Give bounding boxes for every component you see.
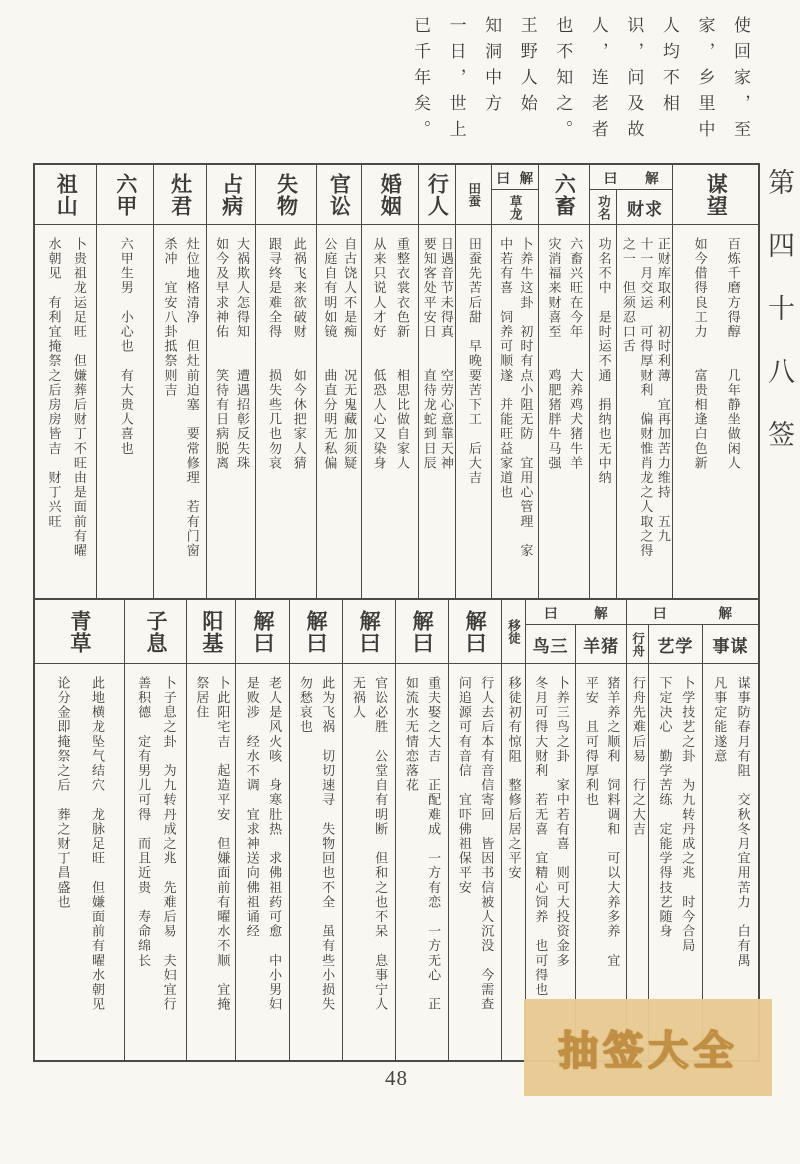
column-header: 六畜: [539, 165, 589, 225]
fortune-table-bottom: [33, 600, 760, 1062]
intro-column: 人均不相: [659, 16, 679, 120]
column-group: [361, 165, 418, 598]
group-header-char: 曰: [603, 171, 618, 186]
column-body: [343, 664, 395, 1060]
group-header-jieyue: [627, 600, 758, 625]
group-columns: [456, 165, 491, 598]
column-group: [395, 600, 448, 1060]
group-columns: [627, 625, 758, 1060]
text-line: 官讼必胜 公堂自有明断 但和之也不呆 息事宁人: [373, 676, 389, 1012]
column-header: 官讼: [317, 165, 361, 225]
column-header: 解曰: [343, 600, 395, 664]
table-column-解曰: [236, 600, 288, 1060]
column-body: [590, 225, 617, 598]
column-group: [589, 165, 673, 598]
group-header-char: 曰: [496, 171, 511, 186]
text-line: 卜学技艺之卦 为九转丹成之兆 时今合局: [680, 676, 696, 954]
text-line: 重夫娶之大吉 正配难成 一方有恋 一方无心 正: [426, 676, 442, 1012]
text-line: 百炼千磨方得醇 几年静坐做闲人: [725, 237, 741, 471]
text-line: 冬月可得大财利 若无喜 宜精心饲养 也可得也: [533, 676, 549, 998]
table-column-事谋: [702, 625, 758, 1060]
table-column-六甲: [97, 165, 153, 598]
text-line: 要知客处平安日 直待龙蛇到日辰: [421, 237, 437, 471]
table-column-行人: [419, 165, 456, 598]
fortune-tables: [33, 163, 760, 1062]
column-body: [617, 225, 672, 598]
column-group: [538, 165, 589, 598]
column-header: 阳基: [187, 600, 235, 664]
table-column-谋望: [673, 165, 758, 598]
column-group: [491, 165, 538, 598]
group-header-char: 解: [718, 606, 732, 621]
text-line: 公庭自有明如镜 曲直分明无私偏: [322, 237, 338, 471]
column-header: 财求: [617, 190, 672, 225]
group-header-char: 曰: [544, 606, 558, 621]
column-body: [492, 225, 538, 598]
intro-text: [411, 16, 750, 162]
group-header-char: 曰: [652, 606, 667, 621]
text-line: 行舟先难后易 行之大吉: [630, 676, 646, 837]
column-group: [342, 600, 395, 1060]
group-columns: [419, 165, 456, 598]
group-columns: [590, 190, 673, 598]
column-header: 草龙: [492, 190, 538, 225]
page-number: 48: [385, 1066, 408, 1090]
column-group: [455, 165, 491, 598]
text-line: 灶位地格清净 但灶前迫塞 要常修理 若有门窗: [184, 237, 200, 559]
group-columns: [539, 165, 589, 598]
group-columns: [362, 165, 418, 598]
column-group: [418, 165, 456, 598]
table-column-占病: [207, 165, 255, 598]
text-line: 此祸飞来欲破财 如今休把家人猜: [291, 237, 307, 471]
group-header-jieyue: [590, 165, 673, 190]
intro-column: 识，问及故: [624, 16, 644, 146]
column-header: 功名: [590, 190, 617, 225]
text-line: 大祸欺人怎得知 遭遇招彰反失珠: [235, 237, 251, 471]
fortune-table-top: [33, 163, 760, 600]
column-body: [456, 225, 491, 598]
intro-column: 家，乡里中: [695, 16, 715, 146]
column-group: [235, 600, 288, 1060]
column-group: [35, 600, 124, 1060]
group-columns: [97, 165, 153, 598]
table-column-婚姻: [362, 165, 418, 598]
group-columns: [256, 165, 316, 598]
column-header: 谋望: [673, 165, 758, 225]
text-line: 卜养三鸟之卦 家中若有喜 则可大投资金多: [554, 676, 570, 968]
column-header: 青草: [35, 600, 124, 664]
text-line: 如今借得良工力 富贵相逢白色新: [692, 237, 708, 471]
column-group: [255, 165, 316, 598]
table-column-财求: [616, 190, 672, 598]
group-header-char: 解: [519, 171, 534, 186]
column-body: [35, 664, 124, 1060]
column-body: [256, 225, 316, 598]
text-line: 祭居住: [194, 676, 210, 720]
group-columns: [396, 600, 448, 1060]
table-column-解曰: [449, 600, 501, 1060]
column-body: [396, 664, 448, 1060]
text-line: 跟寻终是难全得 损失些几也勿哀: [266, 237, 282, 471]
column-header: 解曰: [396, 600, 448, 664]
column-group: [96, 165, 153, 598]
column-header: 事谋: [703, 625, 758, 664]
watermark: [524, 999, 772, 1096]
column-header: 灶君: [154, 165, 206, 225]
group-columns: [290, 600, 342, 1060]
text-line: 平安 且可得厚利也: [583, 676, 599, 808]
table-column-青草: [35, 600, 124, 1060]
column-header: 占病: [207, 165, 255, 225]
text-line: 六畜兴旺在今年 大养鸡犬猪牛羊: [568, 237, 584, 471]
text-line: 中若有喜 饲养可顺遂 并能旺益家道也: [498, 237, 514, 500]
intro-column: 人，连老者: [588, 16, 608, 146]
column-header: 行人: [419, 165, 456, 225]
group-columns: [449, 600, 501, 1060]
column-header: 羊猪: [576, 625, 626, 664]
column-group: [124, 600, 187, 1060]
intro-column: 已千年矣。: [411, 16, 431, 146]
intro-column: 也不知之。: [553, 16, 573, 146]
column-body: [362, 225, 418, 598]
intro-column: 一日，世上: [446, 16, 466, 146]
column-group: [626, 600, 758, 1060]
text-line: 善积德 定有男儿可得 而且近贵 寿命绵长: [136, 676, 152, 968]
text-line: 问追源可有音信 宜吓佛祖保平安: [456, 676, 472, 895]
column-body: [449, 664, 501, 1060]
column-body: [290, 664, 342, 1060]
text-line: 此地横龙坠气结穴 龙脉足旺 但嫌面前有曜水朝见: [90, 676, 105, 1012]
text-line: 论分金即掩祭之后 葬之财丁昌盛也: [55, 676, 71, 910]
table-column-失物: [256, 165, 316, 598]
column-group: [501, 600, 525, 1060]
text-line: 是败涉 经水不调 宜求神送向佛祖诵经: [244, 676, 260, 939]
text-line: 从来只说人才好 低恐人心又染身: [371, 237, 387, 471]
text-line: 卜此阳宅吉 起造平安 但嫌面前有曜水不顺 宜掩: [215, 676, 231, 1012]
column-body: [154, 225, 206, 598]
column-group: [35, 165, 96, 598]
text-line: 无祸人: [350, 676, 366, 720]
column-header: 六甲: [97, 165, 153, 225]
group-columns: [317, 165, 361, 598]
text-line: 水朝见 有利宜掩祭之后房房皆吉 财丁兴旺: [46, 237, 62, 529]
group-columns: [343, 600, 395, 1060]
group-header-jieyue: [492, 165, 538, 190]
group-columns: [154, 165, 206, 598]
table-column-六畜: [539, 165, 589, 598]
column-header: 祖山: [35, 165, 96, 225]
column-group: [153, 165, 206, 598]
text-line: 六甲生男 小心也 有大贵人喜也: [118, 237, 134, 456]
text-line: 此为飞祸 切切速寻 失物回也不全 虽有些小损失: [320, 676, 336, 1012]
column-body: [35, 225, 96, 598]
intro-column: 知洞中方: [482, 16, 502, 120]
text-line: 凡事定能遂意: [712, 676, 728, 764]
text-line: 猪羊养之顺利 饲料调和 可以大养多养 宜: [605, 676, 621, 968]
column-group: [525, 600, 626, 1060]
column-body: [125, 664, 187, 1060]
text-line: 卜贵祖龙运足旺 但嫌葬后财丁不旺由是面前有曜: [71, 237, 87, 559]
text-line: 卜子息之卦 为九转丹成之兆 先难后易 夫妇宜行: [161, 676, 177, 1012]
text-line: 日遇音节未得真 空劳心意靠天神: [438, 237, 454, 471]
text-line: 如今及早求神佑 笑待有日病脱离: [214, 237, 230, 471]
group-columns: [526, 625, 626, 1060]
intro-column: 王野人始: [517, 16, 537, 120]
text-line: 杀冲 宜安八卦抵祭则吉: [162, 237, 178, 398]
group-columns: [673, 165, 758, 598]
text-line: 灾消福来财喜至 鸡肥猪胖牛马强: [546, 237, 562, 471]
text-line: 移徒初有惊阻 整修后居之平安: [506, 676, 522, 881]
column-header: 子息: [125, 600, 187, 664]
text-line: 行人去后本有音信寄回 皆因书信被人沉没 今需查: [479, 676, 495, 1012]
column-group: [206, 165, 255, 598]
column-header: 艺学: [649, 625, 702, 664]
group-header-jieyue: [526, 600, 626, 625]
table-column-阳基: [187, 600, 235, 1060]
column-body: [97, 225, 153, 598]
column-body: [419, 225, 456, 598]
table-column-灶君: [154, 165, 206, 598]
text-line: 功名不中 是时运不通 捐纳也无中纳: [596, 237, 612, 486]
table-column-羊猪: [575, 625, 626, 1060]
group-columns: [187, 600, 235, 1060]
text-line: 重整衣裳衣色新 相思比做自家人: [394, 237, 410, 471]
table-column-鸟三: [526, 625, 576, 1060]
column-header: 婚姻: [362, 165, 418, 225]
column-header: 解曰: [449, 600, 501, 664]
column-header: 解曰: [236, 600, 288, 664]
column-body: [539, 225, 589, 598]
column-group: [289, 600, 342, 1060]
text-line: 谋事防春月有阻 交秋冬月宜用苦力 白有禺: [735, 676, 751, 968]
table-column-子息: [125, 600, 187, 1060]
group-header-char: 解: [594, 606, 608, 621]
text-line: 十一月交运 可得厚财利 偏财惟肖龙之人取之得: [638, 237, 654, 559]
column-body: [207, 225, 255, 598]
text-line: 卜养牛这卦 初时有点小阻无防 宜用心管理 家: [518, 237, 534, 559]
text-line: 老人是风火咳 身寒肚热 求佛祖药可愈 中小男妇: [267, 676, 283, 1012]
column-header: 田蚕: [456, 165, 491, 225]
intro-column: 使回家，至: [731, 16, 750, 146]
table-column-移徒: [502, 600, 525, 1060]
page-title: 第四十八签: [764, 168, 794, 483]
group-columns: [125, 600, 187, 1060]
column-group: [672, 165, 758, 598]
column-body: [502, 664, 525, 1060]
column-group: [316, 165, 361, 598]
column-header: 鸟三: [526, 625, 576, 664]
text-line: 田蚕先苦后甜 早晚要苦下工 后大吉: [466, 237, 482, 486]
group-columns: [35, 165, 96, 598]
group-columns: [207, 165, 255, 598]
column-body: [317, 225, 361, 598]
column-body: [673, 225, 758, 598]
table-column-草龙: [492, 190, 538, 598]
column-header: 移徒: [502, 600, 525, 664]
table-column-祖山: [35, 165, 96, 598]
text-line: 如流水无情恋落花: [403, 676, 419, 793]
watermark-label: 抽签大全: [558, 1028, 738, 1073]
group-columns: [236, 600, 288, 1060]
column-header: 行舟: [627, 625, 648, 664]
text-line: 正财库取利 初时利薄 宜再加苦力维持 五九: [655, 237, 671, 544]
table-column-艺学: [648, 625, 702, 1060]
group-columns: [502, 600, 525, 1060]
column-body: [236, 664, 288, 1060]
table-column-田蚕: [456, 165, 491, 598]
text-line: 自古饶人不是痴 况无鬼藏加须疑: [342, 237, 358, 471]
column-body: [187, 664, 235, 1060]
table-column-解曰: [290, 600, 342, 1060]
table-column-解曰: [343, 600, 395, 1060]
text-line: 下定决心 勤学苦练 定能学得技艺随身: [657, 676, 673, 939]
column-header: 解曰: [290, 600, 342, 664]
table-column-行舟: [627, 625, 648, 1060]
column-group: [448, 600, 501, 1060]
column-header: 失物: [256, 165, 316, 225]
group-columns: [35, 600, 124, 1060]
group-header-char: 解: [645, 171, 659, 186]
table-column-功名: [590, 190, 617, 598]
text-line: 之一 但须忍口舌: [620, 237, 636, 354]
table-column-解曰: [396, 600, 448, 1060]
text-line: 勿愁哀也: [297, 676, 313, 735]
column-group: [186, 600, 235, 1060]
table-column-官讼: [317, 165, 361, 598]
group-columns: [492, 190, 538, 598]
